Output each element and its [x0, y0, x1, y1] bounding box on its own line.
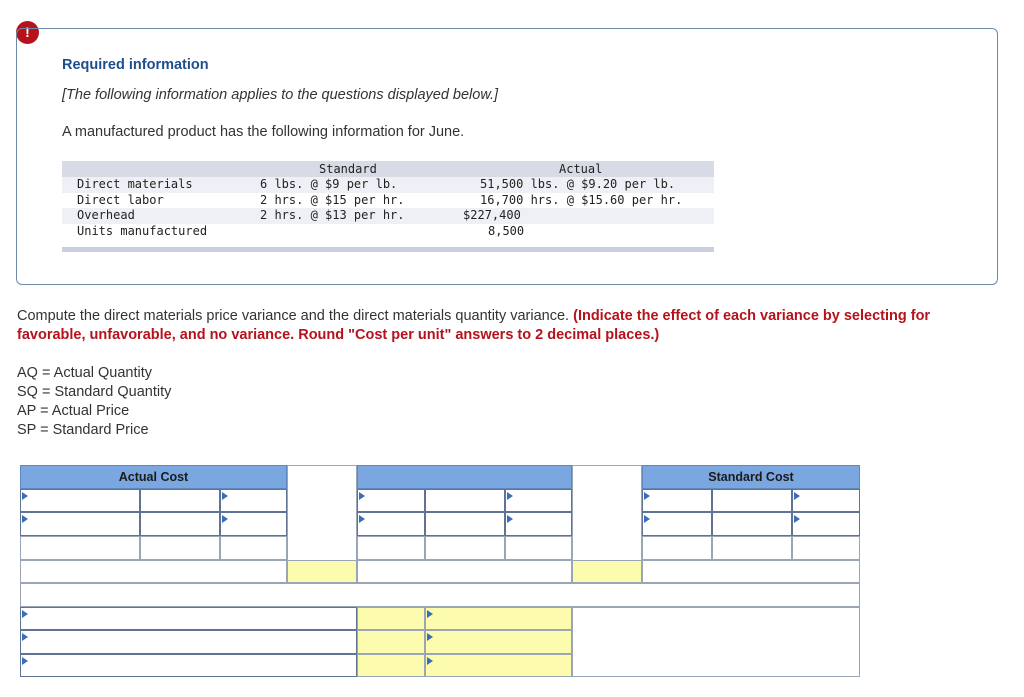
standard-price-select-2[interactable]	[792, 512, 860, 536]
dropdown-arrow-icon	[22, 515, 28, 523]
applies-note: [The following information applies to the questions displayed below.]	[62, 87, 499, 103]
variance-worksheet	[20, 465, 860, 677]
info-row-overhead	[62, 208, 714, 224]
dropdown-arrow-icon	[507, 515, 513, 523]
variance-amount-input-1[interactable]	[357, 607, 425, 630]
standard-result-cell-b	[712, 536, 792, 560]
middle-header	[357, 465, 572, 489]
product-info-table	[62, 161, 714, 252]
info-row-direct-materials	[62, 177, 714, 193]
legend-sp: SP = Standard Price	[17, 422, 149, 438]
middle-quantity-select-2[interactable]	[357, 512, 425, 536]
standard-cost-header: Standard Cost	[642, 465, 860, 489]
row-label: Direct materials	[77, 177, 193, 191]
quantity-variance-amount-input[interactable]	[572, 560, 642, 583]
actual-price-select-2[interactable]	[220, 512, 287, 536]
info-row-units-manufactured	[62, 224, 714, 240]
actual-result-cell-c	[220, 536, 287, 560]
actual-quantity-select-1[interactable]	[20, 489, 140, 512]
dropdown-arrow-icon	[22, 610, 28, 618]
standard-total-cell	[642, 560, 860, 583]
info-row-direct-labor	[62, 193, 714, 209]
required-information-panel	[16, 28, 998, 285]
middle-total-cell	[357, 560, 572, 583]
middle-quantity-select-1[interactable]	[357, 489, 425, 512]
dropdown-arrow-icon	[359, 492, 365, 500]
variance-label-select-1[interactable]	[20, 607, 357, 630]
actual-price-select-1[interactable]	[220, 489, 287, 512]
row-label: Overhead	[77, 208, 135, 222]
info-table-footer-bar	[62, 247, 714, 252]
dropdown-arrow-icon	[427, 610, 433, 618]
question-main: Compute the direct materials price variance and the direct materials quantity variance.	[17, 308, 570, 324]
dropdown-arrow-icon	[794, 515, 800, 523]
abbreviation-legend	[17, 364, 171, 440]
legend-ap: AP = Actual Price	[17, 403, 130, 419]
dropdown-arrow-icon	[222, 515, 228, 523]
col-actual-header: Actual	[559, 162, 603, 176]
spacer-row	[20, 583, 860, 607]
dropdown-arrow-icon	[22, 633, 28, 641]
actual-cost-header: Actual Cost	[20, 465, 287, 489]
row-label: Units manufactured	[77, 223, 208, 238]
variance-effect-select-1[interactable]	[425, 607, 572, 630]
dropdown-arrow-icon	[427, 657, 433, 665]
dropdown-arrow-icon	[794, 492, 800, 500]
row-actual: 8,500	[488, 223, 525, 238]
middle-result-cell-b	[425, 536, 505, 560]
variance-effect-select-3[interactable]	[425, 654, 572, 677]
variance-amount-input-2[interactable]	[357, 630, 425, 654]
summary-blank-area	[572, 607, 860, 677]
legend-aq: AQ = Actual Quantity	[17, 365, 153, 381]
dropdown-arrow-icon	[22, 492, 28, 500]
middle-price-select-1[interactable]	[505, 489, 572, 512]
actual-total-cell	[20, 560, 287, 583]
row-actual: $227,400	[463, 208, 521, 222]
dropdown-arrow-icon	[507, 492, 513, 500]
price-variance-amount-input[interactable]	[287, 560, 357, 583]
middle-price-select-2[interactable]	[505, 512, 572, 536]
standard-value-input-2[interactable]	[712, 512, 792, 536]
actual-result-cell-a	[20, 536, 140, 560]
standard-price-select-1[interactable]	[792, 489, 860, 512]
variance-label-select-3[interactable]	[20, 654, 357, 677]
legend-sq: SQ = Standard Quantity	[17, 384, 172, 400]
intro-text: A manufactured product has the following information for June.	[62, 124, 465, 140]
variance-effect-select-2[interactable]	[425, 630, 572, 654]
variance-amount-input-3[interactable]	[357, 654, 425, 677]
dropdown-arrow-icon	[644, 515, 650, 523]
standard-quantity-select-1[interactable]	[642, 489, 712, 512]
actual-result-cell-b	[140, 536, 220, 560]
standard-result-cell-c	[792, 536, 860, 560]
row-standard: 6 lbs. @ $9 per lb.	[260, 177, 398, 191]
standard-result-cell-a	[642, 536, 712, 560]
col-standard-header: Standard	[319, 162, 377, 176]
middle-value-input-1[interactable]	[425, 489, 505, 512]
alert-icon: !	[16, 21, 39, 44]
dropdown-arrow-icon	[359, 515, 365, 523]
actual-value-input-1[interactable]	[140, 489, 220, 512]
dropdown-arrow-icon	[644, 492, 650, 500]
standard-quantity-select-2[interactable]	[642, 512, 712, 536]
actual-value-input-2[interactable]	[140, 512, 220, 536]
standard-value-input-1[interactable]	[712, 489, 792, 512]
dropdown-arrow-icon	[22, 657, 28, 665]
variance-label-select-2[interactable]	[20, 630, 357, 654]
row-actual: 16,700 hrs. @ $15.60 per hr.	[480, 192, 683, 207]
middle-result-cell-a	[357, 536, 425, 560]
dropdown-arrow-icon	[222, 492, 228, 500]
row-standard: 2 hrs. @ $13 per hr.	[260, 208, 405, 222]
row-standard: 2 hrs. @ $15 per hr.	[260, 192, 405, 207]
middle-value-input-2[interactable]	[425, 512, 505, 536]
question-instruction: (Indicate the effect of each variance by selecting for favorable, unfavorable, and no variance. Round "Cost per unit" answers to 2 decimal places.)	[17, 308, 931, 343]
required-information-title: Required information	[62, 57, 209, 73]
row-actual: 51,500 lbs. @ $9.20 per lb.	[480, 177, 676, 191]
question-text	[17, 307, 957, 345]
actual-quantity-select-2[interactable]	[20, 512, 140, 536]
middle-result-cell-c	[505, 536, 572, 560]
info-table-header	[62, 161, 714, 177]
dropdown-arrow-icon	[427, 633, 433, 641]
row-label: Direct labor	[77, 192, 164, 207]
